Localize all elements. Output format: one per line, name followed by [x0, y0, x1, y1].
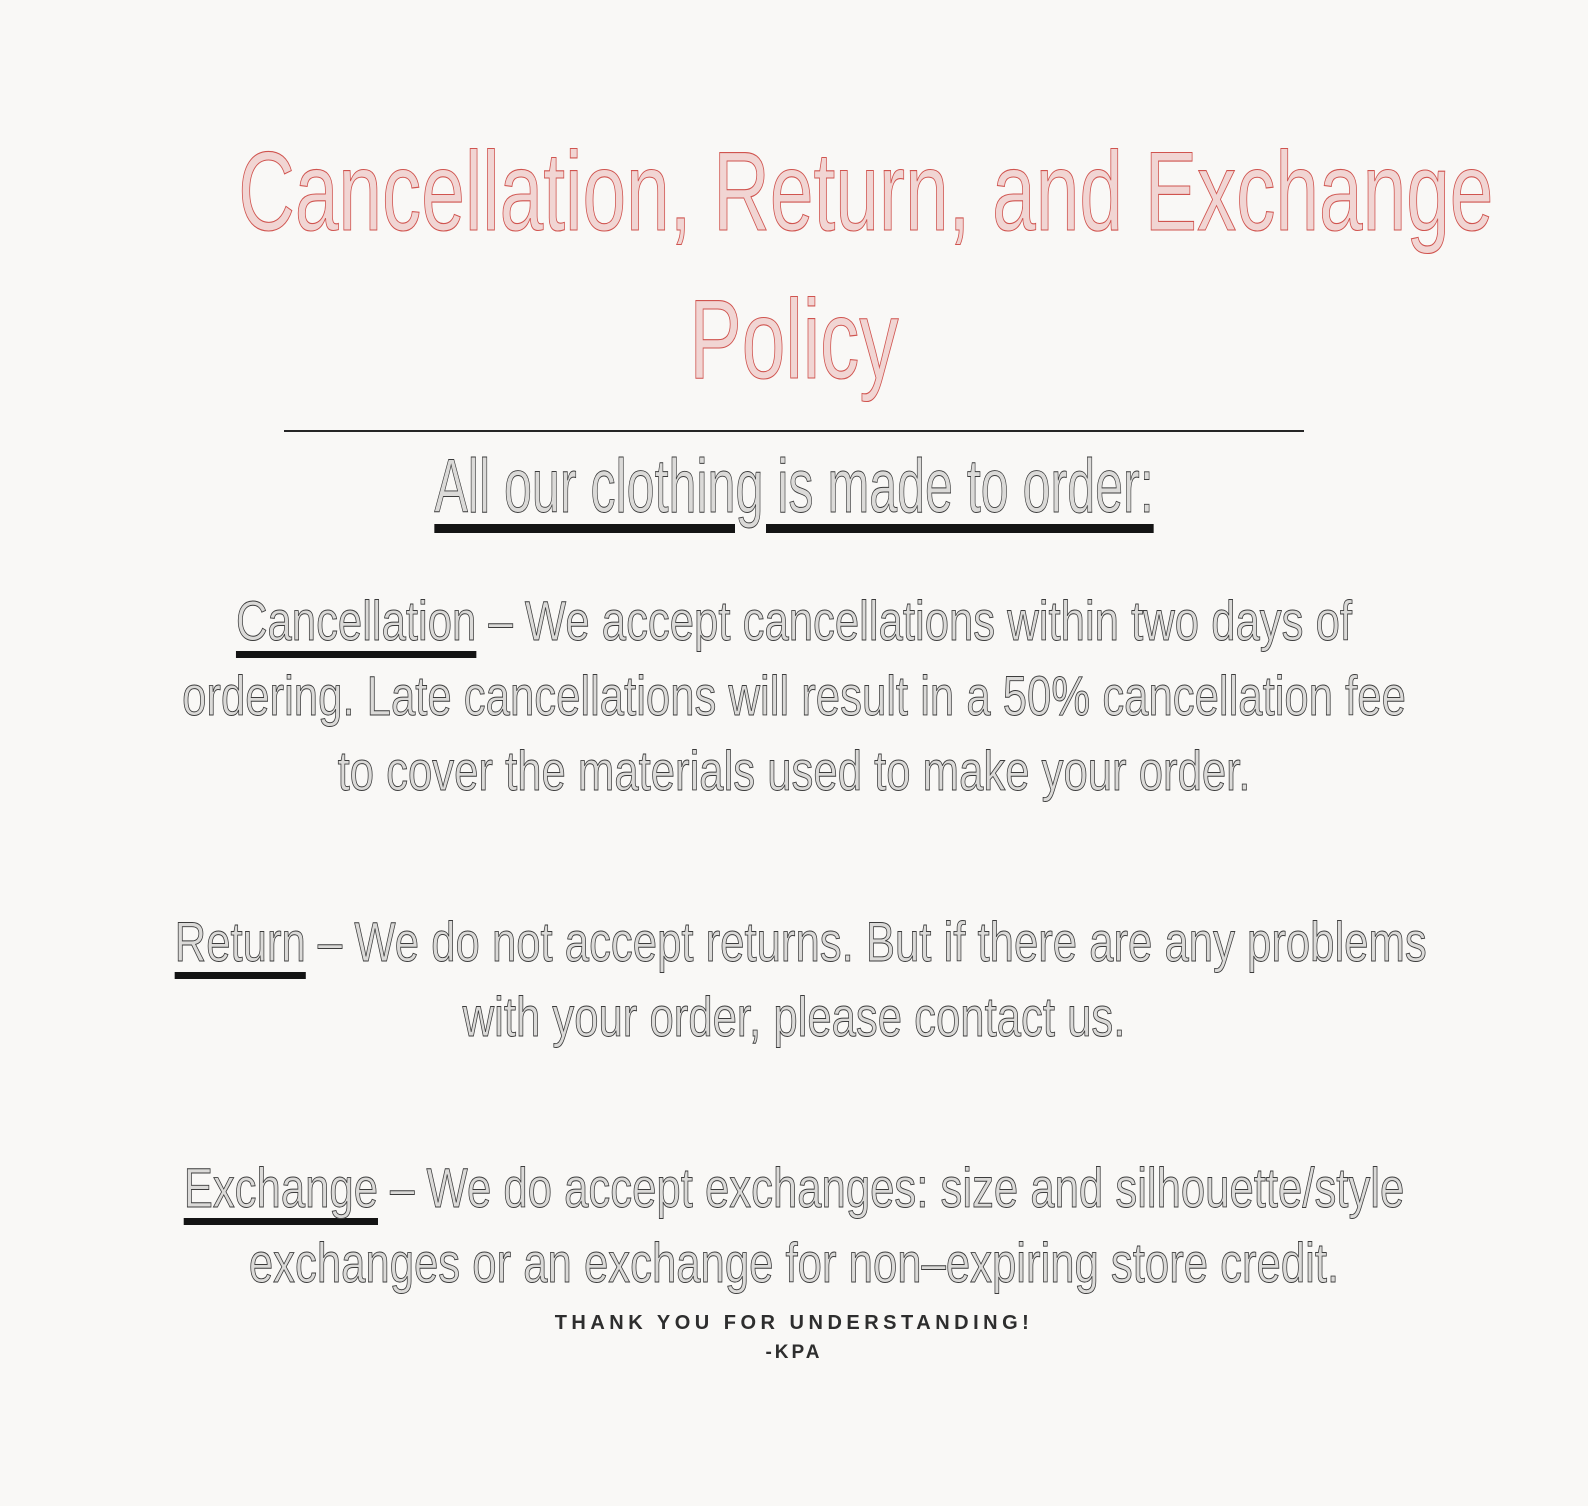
- return-line1: [174, 904, 1427, 979]
- return-term: Return: [174, 910, 306, 974]
- exchange-term: Exchange: [183, 1156, 378, 1220]
- footer-signature: -KPA: [765, 1342, 823, 1363]
- cancellation-line1-rest: – We accept cancellations within two days of: [476, 589, 1353, 653]
- footer-thank-you: THANK YOU FOR UNDERSTANDING!: [554, 1312, 1034, 1334]
- footer: [0, 1312, 1588, 1364]
- exchange-paragraph: [175, 1150, 1414, 1300]
- return-line1-rest: – We do not accept returns. But if there are any problems: [305, 910, 1427, 974]
- exchange-line1-rest: – We do accept exchanges: size and silhouette/style: [377, 1156, 1405, 1220]
- page-title-line1: Cancellation, Return, and Exchange: [238, 129, 1494, 254]
- cancellation-paragraph: [175, 583, 1414, 808]
- exchange-line2: exchanges or an exchange for non–expiring store credit.: [248, 1231, 1340, 1295]
- cancellation-term: Cancellation: [235, 589, 477, 653]
- subtitle-made-to-order: [270, 442, 1318, 532]
- page-title: [238, 0, 1494, 414]
- cancellation-line3: to cover the materials used to make your order.: [337, 739, 1251, 803]
- return-paragraph: [174, 904, 1427, 1054]
- policy-sections: [0, 583, 1588, 1300]
- subtitle-text: All our clothing is made to order:: [434, 443, 1154, 529]
- title-divider: [284, 430, 1304, 432]
- cancellation-line2: ordering. Late cancellations will result in a 50% cancellation fee: [182, 664, 1406, 728]
- return-line2: with your order, please contact us.: [462, 985, 1126, 1049]
- cancellation-line1: [175, 583, 1414, 658]
- page-title-line2: Policy: [689, 276, 899, 402]
- exchange-line1: [175, 1150, 1414, 1225]
